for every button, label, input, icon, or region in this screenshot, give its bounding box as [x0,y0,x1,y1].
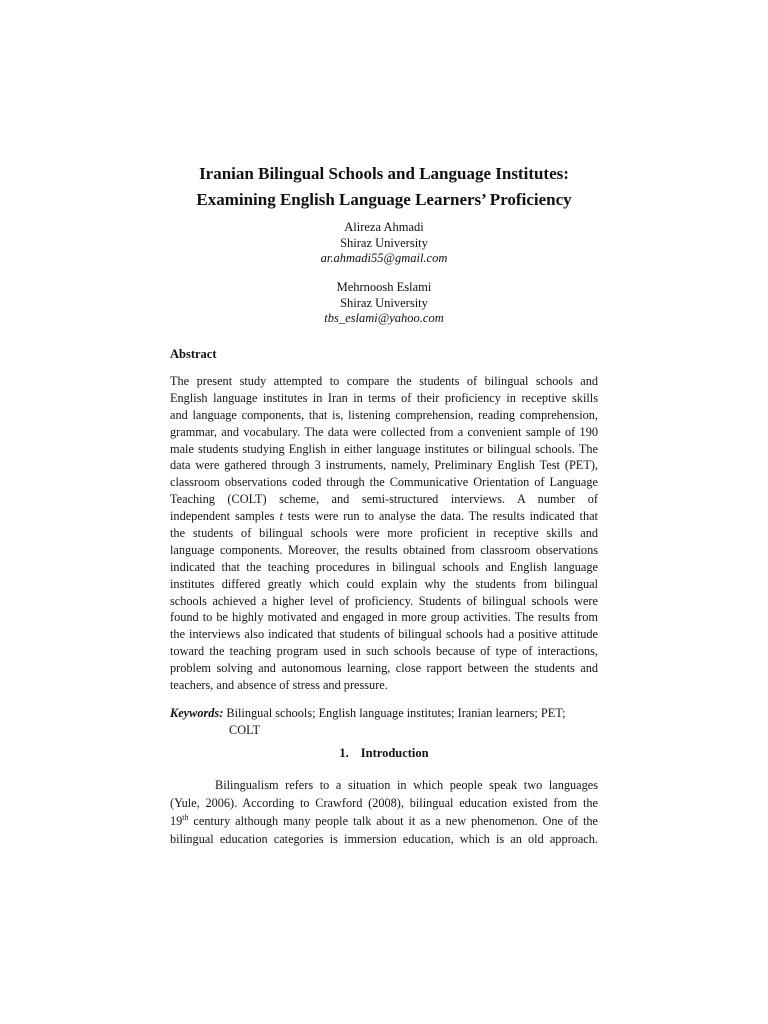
intro-line-with-superscript [170,812,598,830]
intro-line: (Yule, 2006). According to Crawford (2008), bilingual education existed from the [170,796,598,810]
intro-line: bilingual education categories is immersion education, which is an old approach. [170,832,598,846]
author-email[interactable]: tbs_eslami@yahoo.com [324,311,444,325]
keywords-label: Keywords [170,706,220,720]
abstract-line: and language components, that is, listening comprehension, reading comprehension, [170,407,598,422]
abstract-line: the students of bilingual schools were more proficient in receptive skills and [170,526,598,541]
ordinal-superscript: th [182,812,189,822]
abstract-body [170,373,598,694]
abstract-line: data were gathered through 3 instruments, namely, Preliminary English Test (PET), [170,458,598,473]
abstract-line-text: independent samples [170,509,280,524]
intro-line-text: 19 [170,814,183,828]
introduction-body [170,776,598,848]
author-block-2 [0,280,768,327]
abstract-line: English language institutes in Iran in terms of their proficiency in receptive skills [170,390,598,405]
author-affiliation: Shiraz University [340,295,428,310]
abstract-line: Teaching (COLT) scheme, and semi-structured interviews. A number of [170,492,598,507]
abstract-line: found to be highly motivated and engaged in more group activities. The results from [170,610,598,625]
abstract-heading: Abstract [170,347,217,361]
keywords-continued: COLT [229,722,260,737]
abstract-line: grammar, and vocabulary. The data were collected from a convenient sample of 190 [170,424,598,439]
author-affiliation: Shiraz University [340,235,428,250]
author-name: Alireza Ahmadi [344,220,424,234]
abstract-line: indicated that the teaching procedures in bilingual schools and English language [170,559,598,574]
italic-t-symbol: t [279,509,283,524]
abstract-line: The present study attempted to compare the students of bilingual schools and [170,374,598,388]
intro-line-text: century although many people talk about it as a new phenomenon. One of the [188,814,598,828]
keywords-text: Bilingual schools; English language institutes; Iranian learners; PET; [223,706,566,720]
abstract-line: toward the teaching program used in such schools because of type of interactions, [170,644,598,659]
abstract-line: classroom observations coded through the Communicative Orientation of Language [170,475,598,490]
keywords-block [170,705,600,738]
intro-line: Bilingualism refers to a situation in which people speak two languages [215,778,598,792]
abstract-line: schools achieved a higher level of proficiency. Students of bilingual schools were [170,593,598,608]
section-title: Introduction [360,746,429,760]
author-block-1 [0,220,768,267]
section-number: 1. [339,746,349,760]
abstract-line-text: tests were run to analyse the data. The results indicated that [282,509,598,524]
abstract-line: institutes differed greatly which could explain why the students from bilingual [170,576,598,591]
abstract-line: the interviews also indicated that students of bilingual schools had a positive attitude [170,627,598,642]
author-email[interactable]: ar.ahmadi55@gmail.com [320,251,448,265]
abstract-line: male students studying English in either language institutes or bilingual schools. The [170,441,598,456]
paper-title-line-1: Iranian Bilingual Schools and Language Institutes: [199,164,569,183]
abstract-line: teachers, and absence of stress and pressure. [170,678,388,693]
author-name: Mehrnoosh Eslami [336,280,432,294]
abstract-line-with-italic [170,508,598,525]
section-heading-introduction [0,746,768,761]
paper-title-line-2: Examining English Language Learners’ Proficiency [196,190,572,209]
abstract-line: problem solving and autonomous learning, close rapport between the students and [170,661,598,676]
abstract-line: language components. Moreover, the results obtained from classroom observations [170,542,598,557]
keywords-colon: : [219,706,224,720]
